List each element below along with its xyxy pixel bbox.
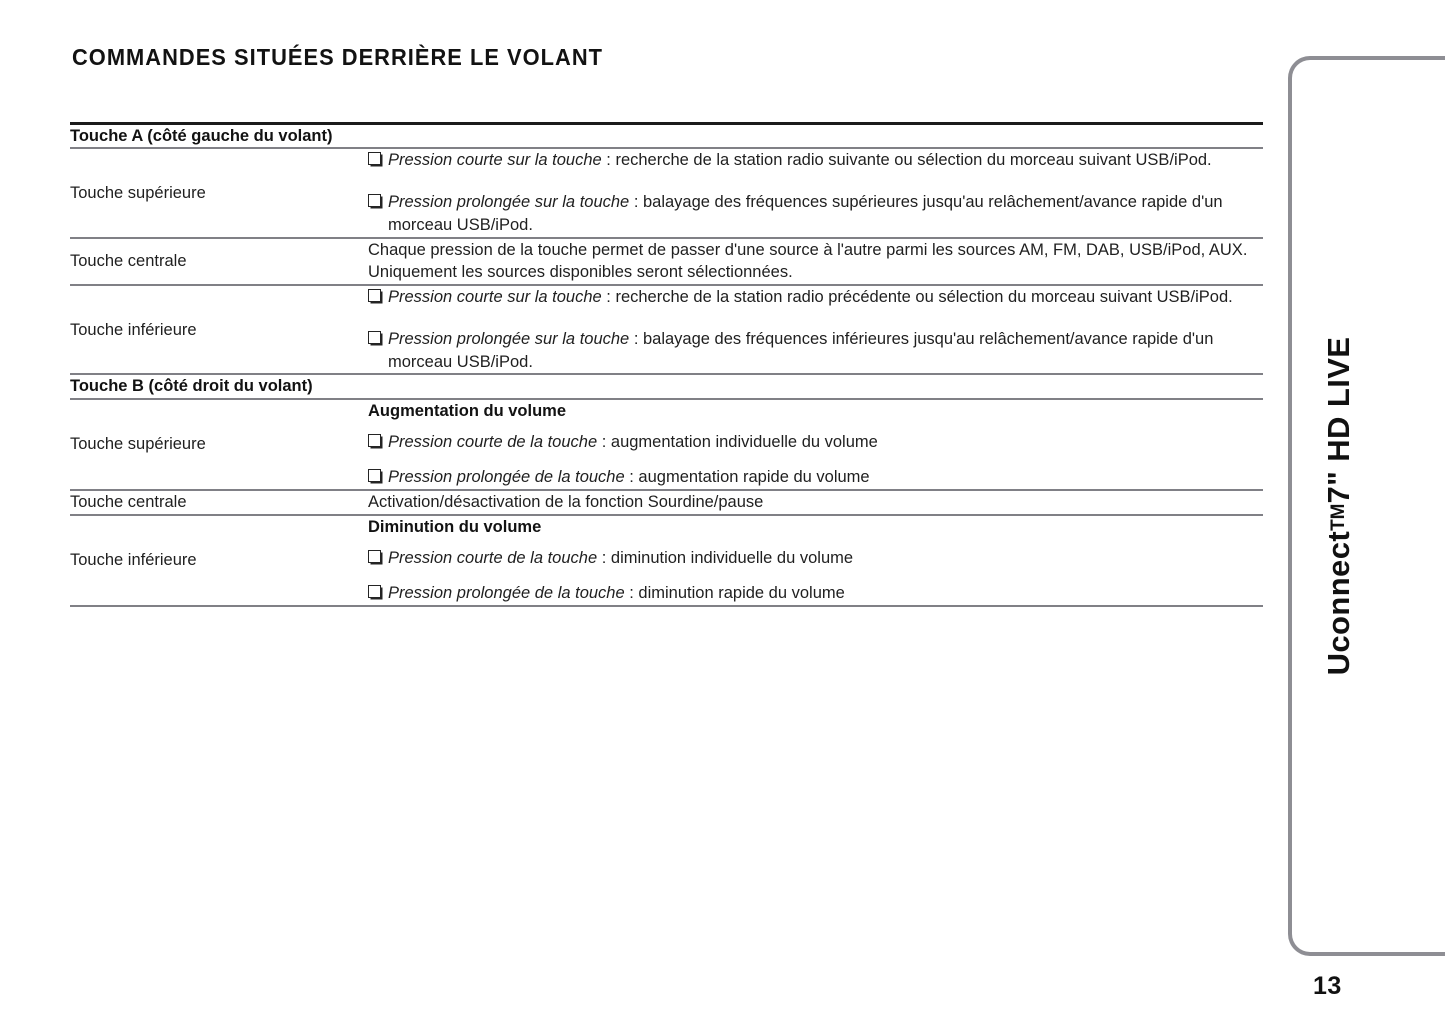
bullet-item xyxy=(368,582,1263,605)
bullet-item xyxy=(368,431,1263,454)
bullet-emphasis: Pression courte de la touche xyxy=(388,433,598,452)
chapter-side-tab-label xyxy=(1300,56,1378,956)
bullet-emphasis: Pression courte sur la touche xyxy=(388,151,602,170)
bottom-rule-cell-right xyxy=(368,606,1263,607)
section-b-heading-spacer xyxy=(368,374,1263,398)
row-label-b-superieure: Touche supérieure xyxy=(70,399,368,490)
bullet-emphasis: Pression courte sur la touche xyxy=(388,288,602,307)
row-content-a-inferieure xyxy=(368,285,1263,374)
row-label-b-inferieure: Touche inférieure xyxy=(70,515,368,606)
row-content-b-superieure xyxy=(368,399,1263,490)
table-row xyxy=(70,399,1263,490)
bullet-emphasis: Pression prolongée de la touche xyxy=(388,584,625,603)
bottom-rule-cell-left xyxy=(70,606,368,607)
table-row xyxy=(70,490,1263,515)
section-b-heading-row xyxy=(70,374,1263,398)
bullet-item xyxy=(368,466,1263,489)
bullet-item xyxy=(368,547,1263,570)
trademark-icon: TM xyxy=(1328,503,1349,531)
row-label-a-superieure: Touche supérieure xyxy=(70,148,368,237)
section-a-heading-row xyxy=(70,124,1263,149)
square-bullet-icon xyxy=(368,434,381,447)
square-bullet-icon xyxy=(368,550,381,563)
row-label-b-centrale: Touche centrale xyxy=(70,490,368,515)
row-content-b-inferieure xyxy=(368,515,1263,606)
page-title: COMMANDES SITUÉES DERRIÈRE LE VOLANT xyxy=(72,44,604,70)
section-a-heading-spacer xyxy=(368,124,1263,149)
table-row xyxy=(70,148,1263,237)
section-a-heading: Touche A (côté gauche du volant) xyxy=(70,124,368,149)
row-content-b-centrale: Activation/désactivation de la fonction Sourdine/pause xyxy=(368,490,1263,515)
side-tab-model: 7" HD LIVE xyxy=(1321,336,1356,504)
square-bullet-icon xyxy=(368,331,381,344)
page-number: 13 xyxy=(1313,972,1342,1000)
square-bullet-icon xyxy=(368,469,381,482)
bullet-text: : balayage des fréquences inférieures jusqu'au relâchement/avance rapide d'un morceau USB/iPod. xyxy=(388,329,1214,371)
bullet-emphasis: Pression courte de la touche xyxy=(388,549,598,568)
bullet-text: : augmentation individuelle du volume xyxy=(597,433,878,452)
bullet-text: : balayage des fréquences supérieures jusqu'au relâchement/avance rapide d'un morceau USB/iPod. xyxy=(388,193,1223,234)
bullet-text: : augmentation rapide du volume xyxy=(624,468,870,487)
row-label-a-centrale: Touche centrale xyxy=(70,238,368,286)
square-bullet-icon xyxy=(368,194,381,207)
specifications-table xyxy=(70,122,1263,607)
bullet-item xyxy=(368,191,1263,237)
side-tab-brand: Uconnect xyxy=(1321,530,1356,676)
bullet-text: : recherche de la station radio précédente ou sélection du morceau suivant USB/iPod. xyxy=(601,288,1233,307)
table-bottom-rule xyxy=(70,606,1263,607)
bullet-item xyxy=(368,149,1263,172)
bullet-emphasis: Pression prolongée sur la touche xyxy=(388,329,630,348)
bullet-emphasis: Pression prolongée sur la touche xyxy=(388,193,630,212)
row-content-a-centrale: Chaque pression de la touche permet de passer d'une source à l'autre parmi les sources AM, FM, DAB, USB/iPod, AUX. Uniquement les sources disponibles seront sélectionnées. xyxy=(368,238,1263,286)
section-b-heading: Touche B (côté droit du volant) xyxy=(70,374,368,398)
table-row xyxy=(70,238,1263,286)
bullet-text: : diminution rapide du volume xyxy=(624,584,845,603)
bullet-text: : recherche de la station radio suivante ou sélection du morceau suivant USB/iPod. xyxy=(601,151,1212,170)
row-content-a-superieure xyxy=(368,148,1263,237)
square-bullet-icon xyxy=(368,585,381,598)
bullet-text: : diminution individuelle du volume xyxy=(597,549,854,568)
table-row xyxy=(70,285,1263,374)
row-label-a-inferieure: Touche inférieure xyxy=(70,285,368,374)
row-subheading: Augmentation du volume xyxy=(368,401,566,420)
bullet-emphasis: Pression prolongée de la touche xyxy=(388,468,625,487)
square-bullet-icon xyxy=(368,152,381,165)
bullet-item xyxy=(368,286,1263,309)
bullet-item xyxy=(368,328,1263,374)
square-bullet-icon xyxy=(368,289,381,302)
table-row xyxy=(70,515,1263,606)
row-subheading: Diminution du volume xyxy=(368,517,542,536)
